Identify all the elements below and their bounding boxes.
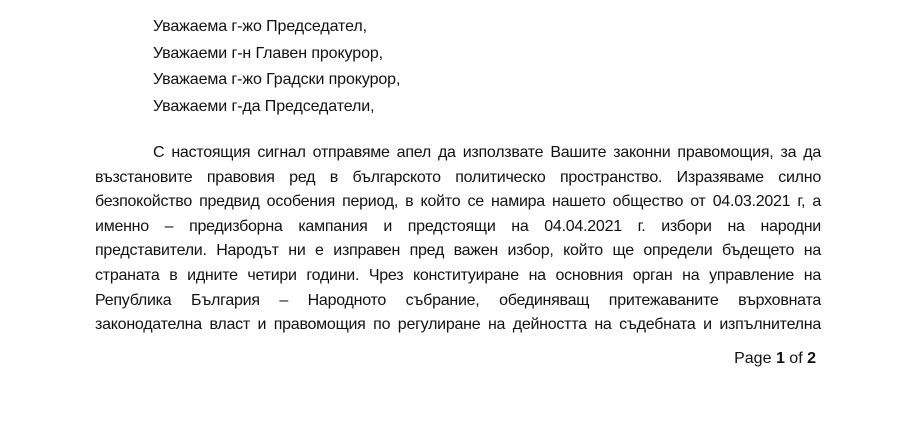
paragraph-line: законодателна власт и правомощия по регулиране на дейността на съдебната и изпълнителна <box>95 316 821 334</box>
current-page-number: 1 <box>775 350 785 367</box>
salutation-city-prosecutor: Уважаема г-жо Градски прокурор, <box>153 71 401 88</box>
paragraph-line: представители. Народът ни е изправен пред важен избор, който ще определи бъдещето на <box>95 242 821 260</box>
page-number-footer <box>734 348 816 370</box>
paragraph-line: С настоящия сигнал отправяме апел да използвате Вашите законни правомощия, за да <box>153 144 821 161</box>
salutation-chief-prosecutor: Уважаеми г-н Главен прокурор, <box>153 44 384 62</box>
page-label: Page <box>734 350 772 367</box>
paragraph-line: именно – предизборна кампания и предстоящи на 04.04.2021 г. избори на народни <box>95 217 821 235</box>
salutation-chairpersons: Уважаеми г-да Председатели, <box>153 97 375 115</box>
total-pages-number: 2 <box>807 350 816 367</box>
paragraph-line: страната в идните четири години. Чрез конституиране на основния орган на управление на <box>95 266 821 284</box>
of-label: of <box>789 350 803 367</box>
paragraph-line: Република България – Народното събрание, обединяващ притежаваните върховната <box>95 291 821 309</box>
paragraph-line: безпокойство предвид особения период, в който се намира нашето общество от 04.03.2021 г, а <box>95 193 821 211</box>
paragraph-line: възстановите правовия ред в българското политическо пространство. Изразяваме силно <box>95 168 821 186</box>
salutation-chairwoman: Уважаема г-жо Председател, <box>153 18 367 35</box>
letter-body-paragraph <box>95 141 821 338</box>
salutation-block <box>153 14 400 120</box>
